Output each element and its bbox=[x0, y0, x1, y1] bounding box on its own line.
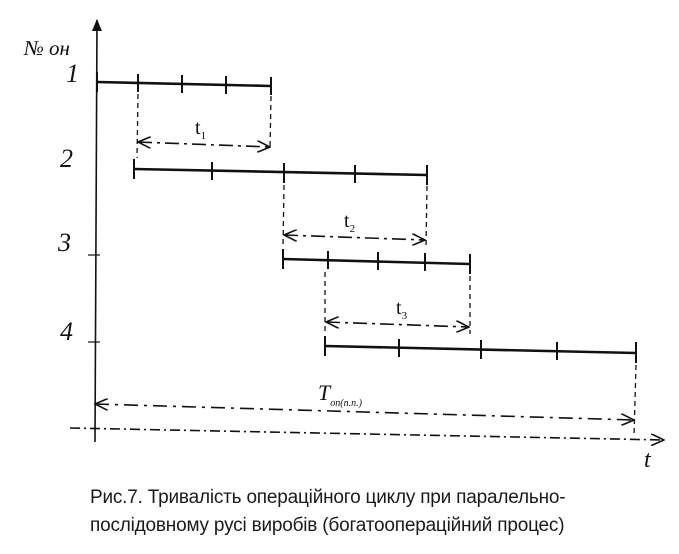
connector bbox=[137, 94, 138, 158]
total-cycle bbox=[95, 380, 634, 420]
caption-line-2: послідовному русі виробів (богатоопераційний процес) bbox=[90, 515, 565, 536]
connector bbox=[270, 96, 271, 150]
interval-arrow bbox=[138, 142, 270, 147]
connector bbox=[634, 365, 636, 436]
operation-label-2: 2 bbox=[60, 144, 73, 173]
interval-label: $t_1$ bbox=[195, 117, 207, 142]
operation-label-1: 1 bbox=[66, 59, 79, 88]
interval-label: $t_3$ bbox=[396, 297, 408, 322]
interval-arrow bbox=[284, 235, 425, 240]
operation-bar-3 bbox=[283, 249, 470, 274]
operation-label-4: 4 bbox=[60, 317, 73, 346]
x-axis-label: t bbox=[644, 447, 651, 473]
interval-t3 bbox=[326, 297, 469, 327]
connector bbox=[283, 185, 284, 248]
operation-labels bbox=[57, 59, 79, 346]
bar-line bbox=[283, 259, 470, 264]
bar-line bbox=[97, 82, 271, 86]
interval-label: $t_2$ bbox=[344, 210, 356, 235]
interval-arrow bbox=[326, 322, 469, 327]
operation-bar-1 bbox=[97, 72, 271, 95]
total-arrow bbox=[95, 404, 634, 420]
operation-bar-4 bbox=[325, 336, 636, 363]
operation-bar-2 bbox=[134, 159, 427, 185]
operation-label-3: 3 bbox=[58, 228, 71, 257]
total-label: $T_{оп(п.п.)}$ bbox=[318, 380, 362, 409]
y-axis-label: № он bbox=[24, 36, 70, 60]
caption-line-1: Рис.7. Тривалість операційного циклу при паралельно- bbox=[90, 487, 566, 508]
interval-t2 bbox=[284, 210, 425, 240]
interval-t1 bbox=[138, 117, 270, 147]
figure-caption bbox=[90, 484, 650, 540]
x-axis bbox=[70, 428, 664, 440]
operation-bars bbox=[97, 72, 636, 363]
bar-line bbox=[134, 169, 427, 175]
connector bbox=[426, 186, 427, 246]
